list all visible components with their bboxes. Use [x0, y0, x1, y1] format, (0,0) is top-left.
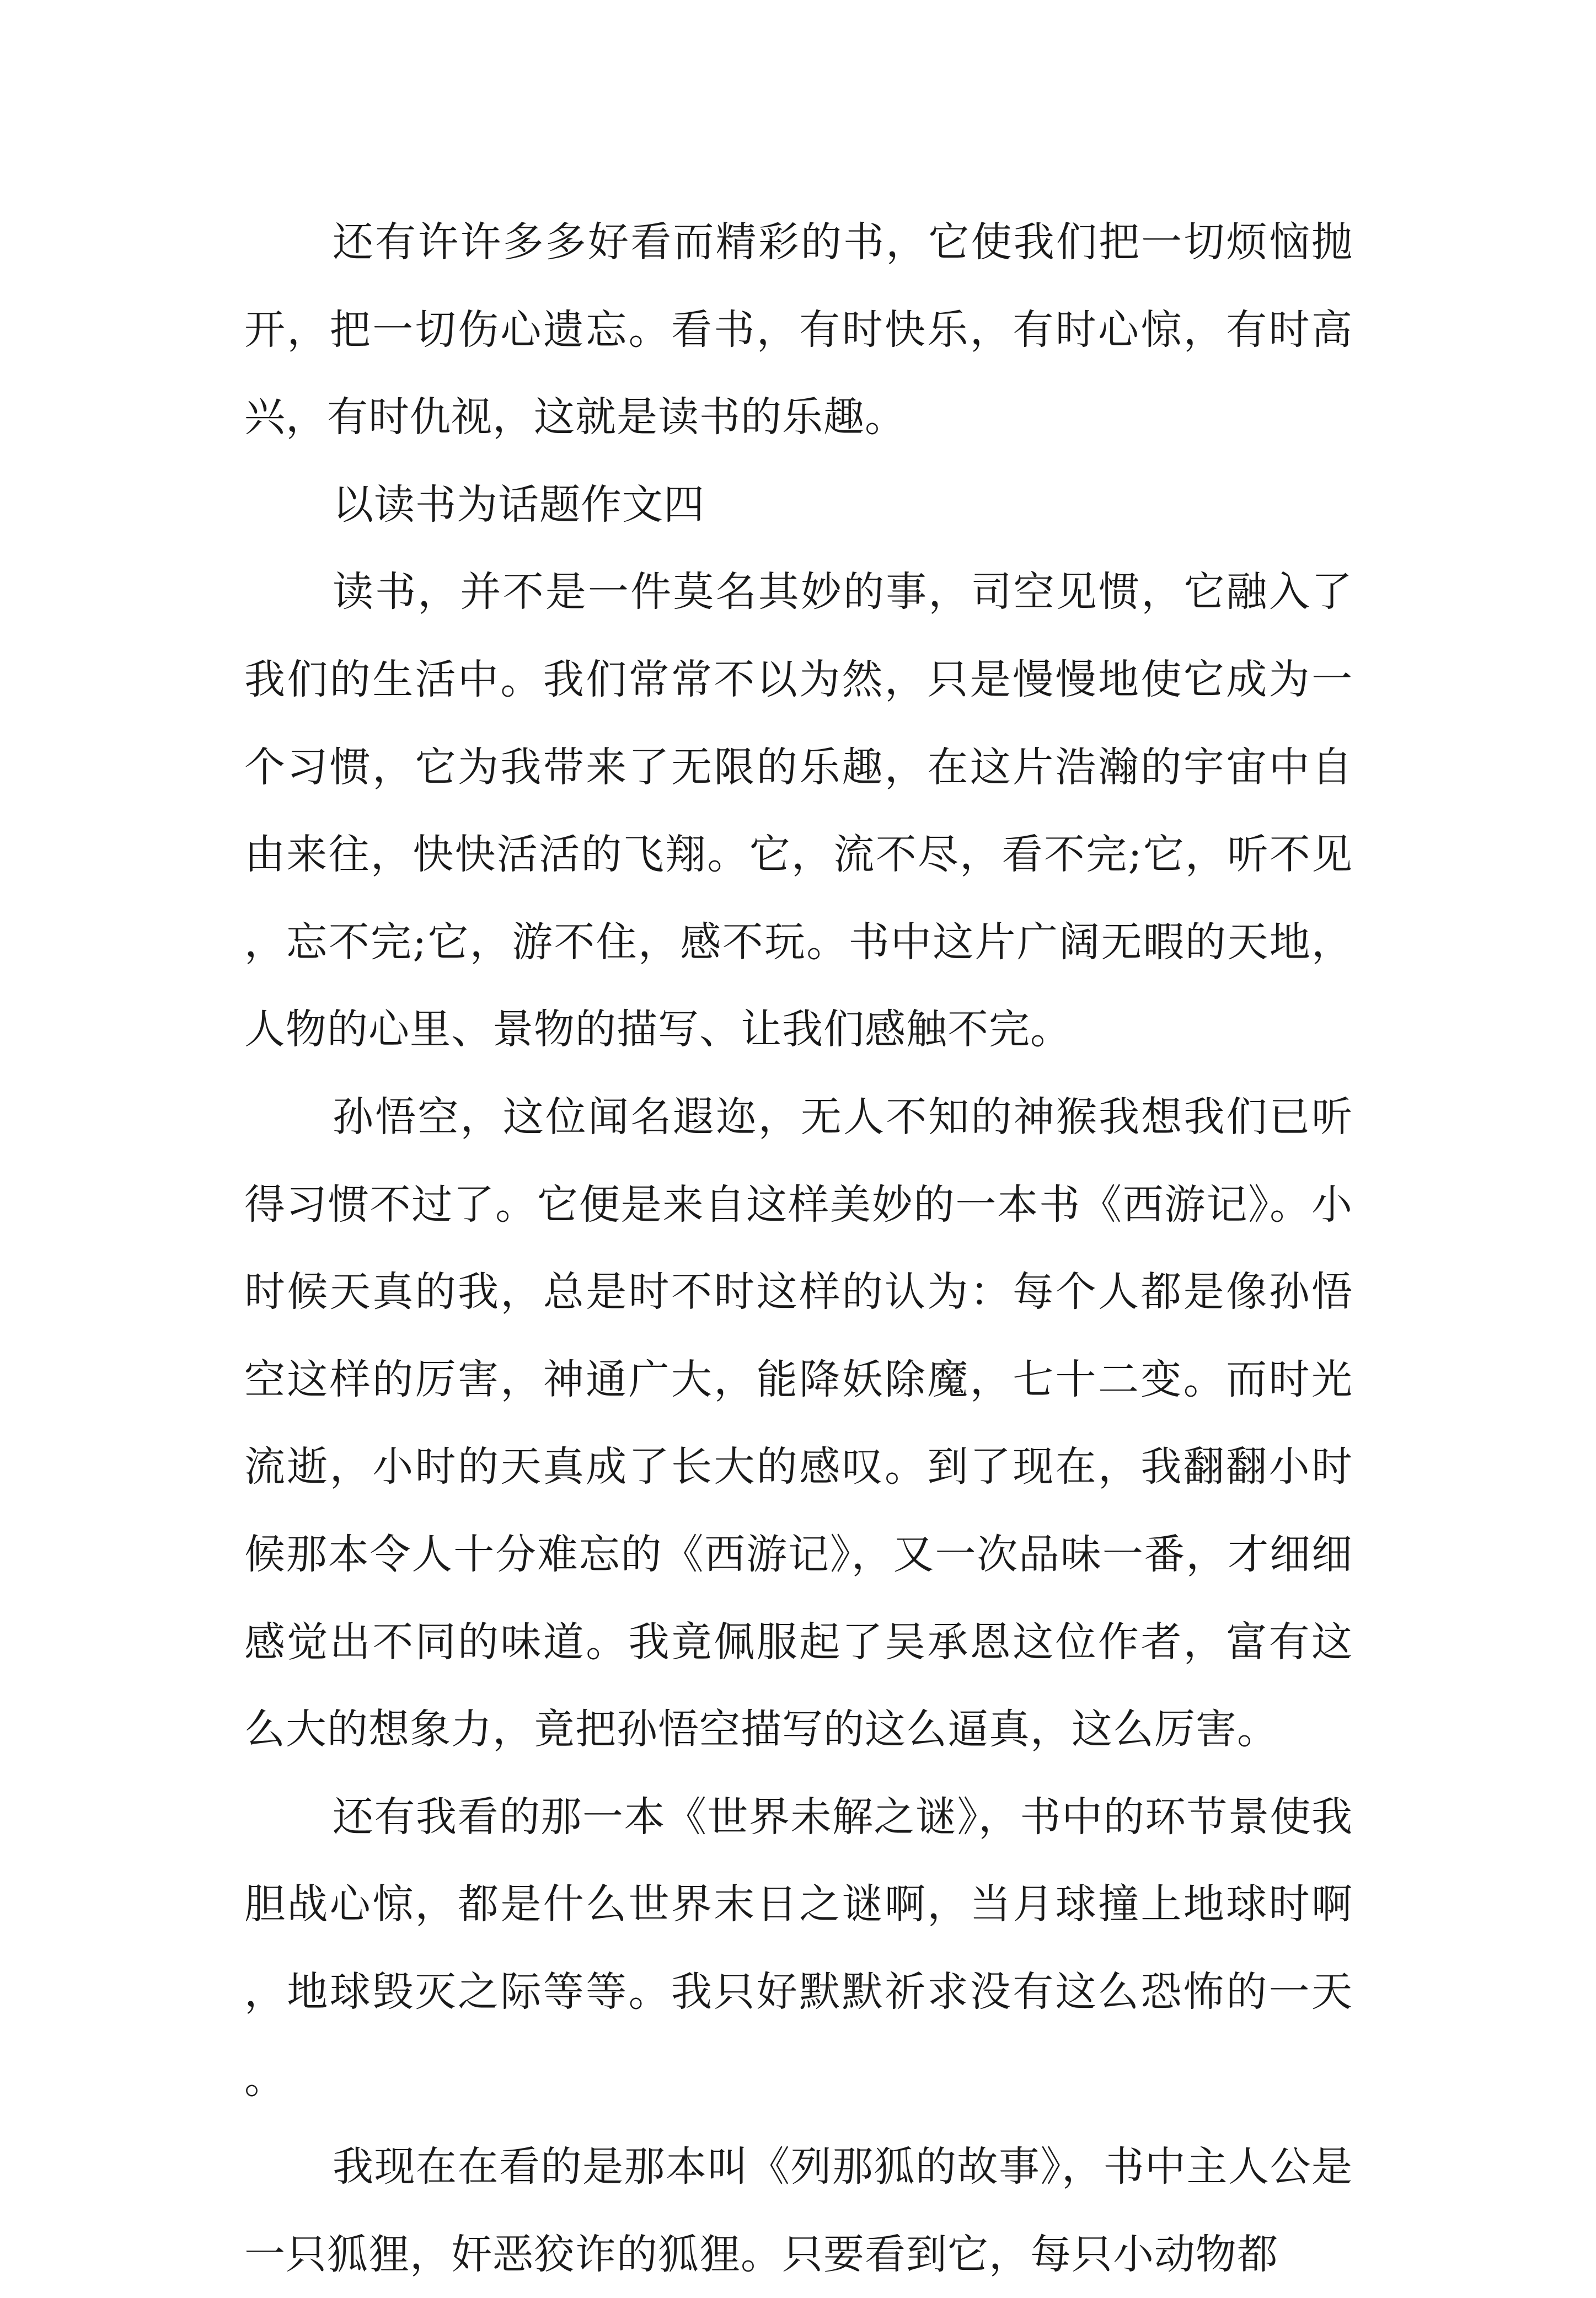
section-heading: 以读书为话题作文四: [333, 480, 705, 528]
paragraph-1: 还有许许多多好看而精彩的书，它使我们把一切烦恼抛开，把一切伤心遗忘。看书，有时快乐，有时心惊，有时高兴，有时仇视，这就是读书的乐趣。: [244, 218, 1353, 441]
paragraph-4: 还有我看的那一本《世界未解之谜》，书中的环节景使我胆战心惊，都是什么世界末日之谜啊，当月球撞上地球时啊，地球毁灭之际等等。我只好默默祈求没有这么恐怖的一天。: [244, 1793, 1353, 2103]
document-body: [244, 199, 1353, 2298]
paragraph-3: 孙悟空，这位闻名遐迩，无人不知的神猴我想我们已听得习惯不过了。它便是来自这样美妙的一本书《西游记》。小时候天真的我，总是时不时这样的认为：每个人都是像孙悟空这样的厉害，神通广大，能降妖除魔，七十二变。而时光流逝，小时的天真成了长大的感叹。到了现在，我翻翻小时候那本令人十分难忘的《西游记》，又一次品味一番，才细细感觉出不同的味道。我竟佩服起了吴承恩这位作者，富有这么大的想象力，竟把孙悟空描写的这么逼真，这么厉害。: [244, 1093, 1353, 1754]
paragraph-2: 读书，并不是一件莫名其妙的事，司空见惯，它融入了我们的生活中。我们常常不以为然，只是慢慢地使它成为一个习惯，它为我带来了无限的乐趣，在这片浩瀚的宇宙中自由来往，快快活活的飞翔。它，流不尽，看不完;它，听不见，忘不完;它，游不住，感不玩。书中这片广阔无暇的天地，人物的心里、景物的描写、让我们感触不完。: [244, 568, 1353, 1054]
paragraph-5: 我现在在看的是那本叫《列那狐的故事》，书中主人公是一只狐狸，奸恶狡诈的狐狸。只要看到它，每只小动物都: [244, 2143, 1353, 2278]
